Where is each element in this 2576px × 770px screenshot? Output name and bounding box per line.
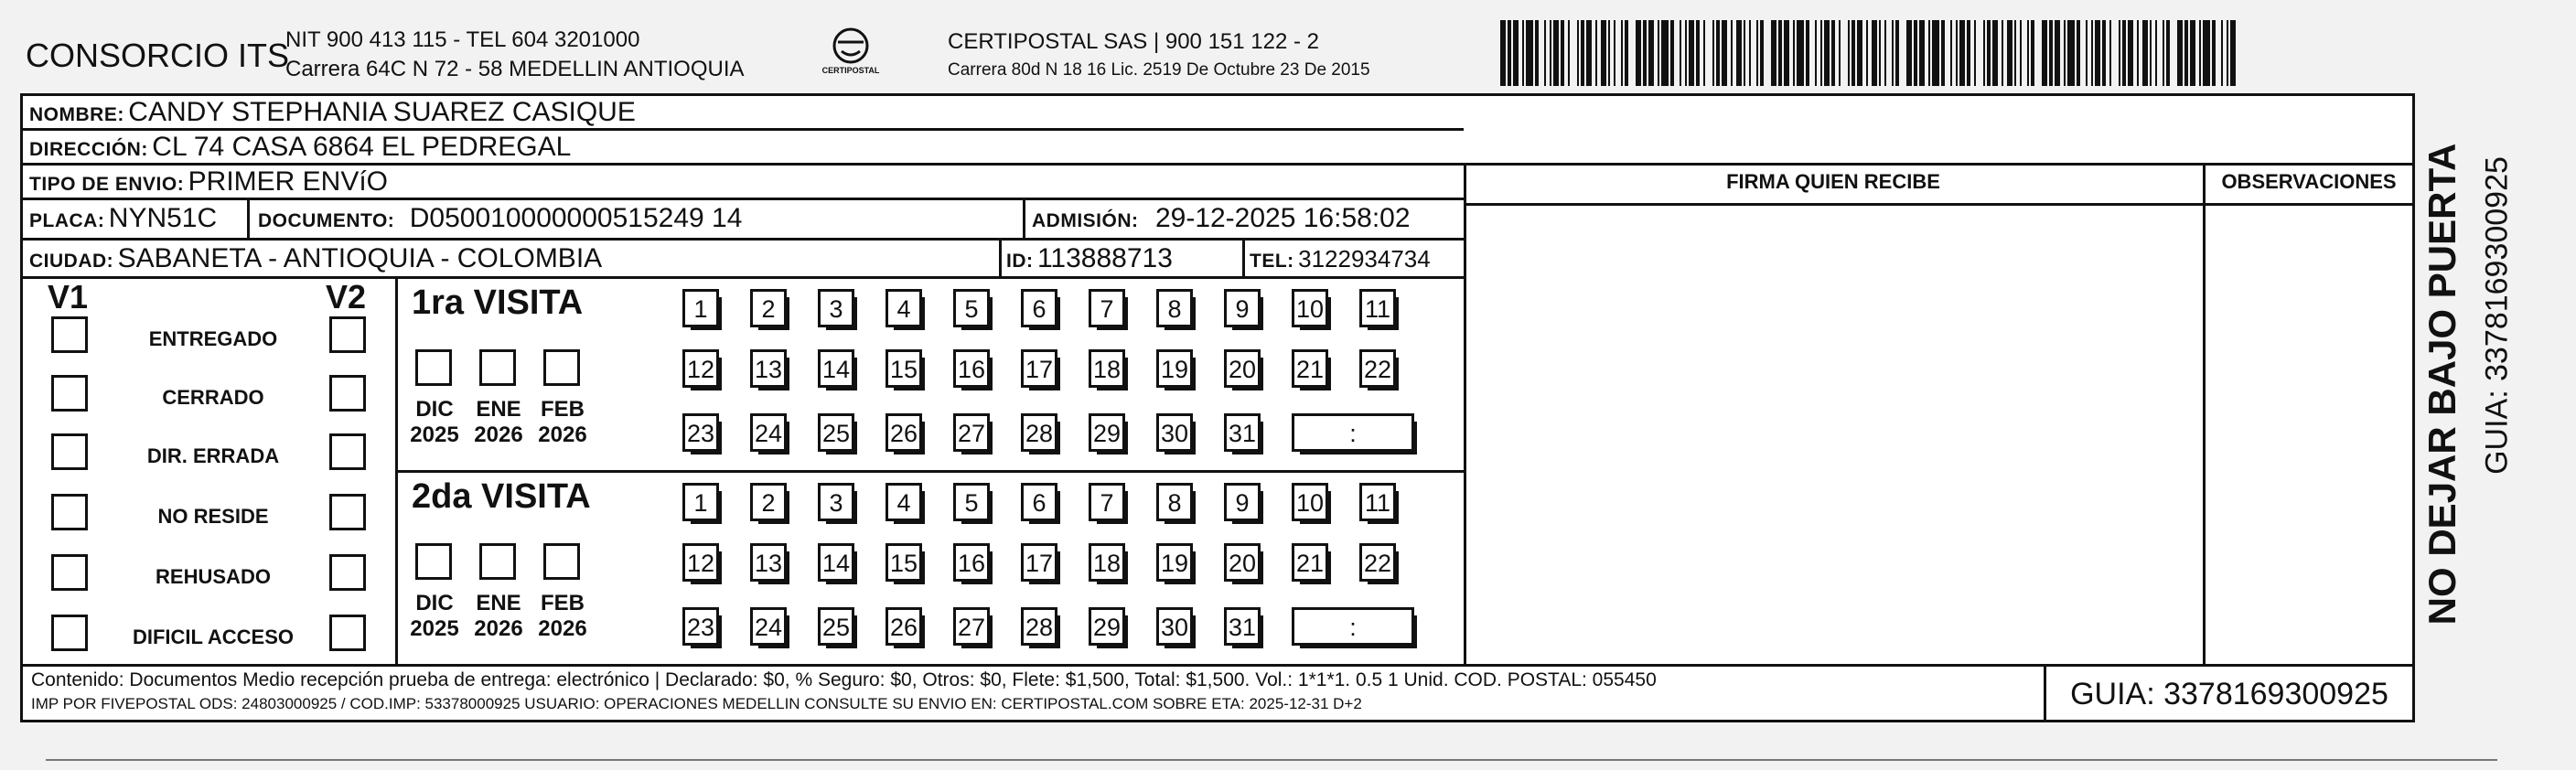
barcode-bar xyxy=(1636,20,1641,86)
day-box[interactable]: 8 xyxy=(1156,289,1193,327)
barcode-bar xyxy=(1508,20,1511,86)
barcode-bar xyxy=(1919,20,1925,86)
day-box[interactable]: 29 xyxy=(1089,607,1125,646)
day-box[interactable]: 15 xyxy=(886,349,922,388)
barcode-bar xyxy=(1568,20,1570,86)
v2-label: V2 xyxy=(326,278,367,315)
month-checkbox[interactable] xyxy=(479,349,516,386)
day-box[interactable]: 9 xyxy=(1224,483,1261,521)
barcode xyxy=(1500,20,2232,86)
barcode-bar xyxy=(2086,20,2088,86)
month-label: FEB xyxy=(541,397,585,422)
day-box[interactable]: 11 xyxy=(1359,289,1396,327)
barcode-bar xyxy=(1625,20,1628,86)
day-box[interactable]: 4 xyxy=(886,483,922,521)
day-box[interactable]: 24 xyxy=(750,413,787,452)
day-box[interactable]: 3 xyxy=(818,289,854,327)
barcode-bar xyxy=(1601,20,1606,86)
barcode-bar xyxy=(1696,20,1700,86)
barcode-bar xyxy=(1689,20,1694,86)
barcode-bar xyxy=(1500,20,1506,86)
barcode-bar xyxy=(1956,20,1958,86)
month-checkbox[interactable] xyxy=(543,349,580,386)
day-box[interactable]: 22 xyxy=(1359,349,1396,388)
month-label: DIC xyxy=(415,591,454,615)
barcode-bar xyxy=(1614,20,1615,86)
barcode-bar xyxy=(1553,20,1559,86)
direccion-label: DIRECCIÓN: xyxy=(29,139,148,160)
year-label: 2026 xyxy=(538,616,587,641)
day-box[interactable]: 20 xyxy=(1224,349,1261,388)
barcode-bar xyxy=(2109,20,2111,86)
day-box[interactable]: 15 xyxy=(886,543,922,582)
v1-checkbox[interactable] xyxy=(51,554,88,591)
day-box[interactable]: 30 xyxy=(1156,607,1193,646)
day-box[interactable]: 27 xyxy=(953,413,990,452)
barcode-bar xyxy=(1608,20,1610,86)
observaciones-header: OBSERVACIONES xyxy=(2221,170,2397,193)
ciudad-value: SABANETA - ANTIOQUIA - COLOMBIA xyxy=(117,243,603,273)
visit-title: 1ra VISITA xyxy=(412,283,584,322)
barcode-bar xyxy=(1736,20,1742,86)
day-box[interactable]: 13 xyxy=(750,543,787,582)
barcode-bar xyxy=(1703,20,1705,86)
barcode-bar xyxy=(1852,20,1855,86)
day-box[interactable]: 28 xyxy=(1021,607,1057,646)
barcode-bar xyxy=(2199,20,2201,86)
barcode-bar xyxy=(1831,20,1835,86)
day-box[interactable]: 5 xyxy=(953,289,990,327)
barcode-bar xyxy=(1983,20,1985,86)
barcode-bar xyxy=(1661,20,1669,86)
documento-label: DOCUMENTO: xyxy=(258,210,395,231)
barcode-bar xyxy=(1793,20,1795,86)
time-box[interactable]: : xyxy=(1292,607,1414,646)
company-nit-tel: NIT 900 413 115 - TEL 604 3201000 xyxy=(285,27,640,52)
day-box[interactable]: 8 xyxy=(1156,483,1193,521)
barcode-bar xyxy=(2142,20,2148,86)
month-label: FEB xyxy=(541,591,585,615)
day-box[interactable]: 26 xyxy=(886,607,922,646)
barcode-bar xyxy=(1778,20,1782,86)
day-box[interactable]: 20 xyxy=(1224,543,1261,582)
barcode-bar xyxy=(1784,20,1789,86)
barcode-bar xyxy=(2190,20,2195,86)
day-box[interactable]: 29 xyxy=(1089,413,1125,452)
barcode-bar xyxy=(1866,20,1868,86)
barcode-bar xyxy=(2212,20,2216,86)
day-box[interactable]: 25 xyxy=(818,413,854,452)
day-box[interactable]: 19 xyxy=(1156,349,1193,388)
day-box[interactable]: 21 xyxy=(1292,543,1328,582)
barcode-bar xyxy=(1959,20,1965,86)
day-box[interactable]: 27 xyxy=(953,607,990,646)
day-box[interactable]: 23 xyxy=(682,413,719,452)
barcode-bar xyxy=(2020,20,2022,86)
barcode-bar xyxy=(1526,20,1533,86)
barcode-bar xyxy=(1892,20,1894,86)
barcode-bar xyxy=(2122,20,2126,86)
day-box[interactable]: 30 xyxy=(1156,413,1193,452)
v2-checkbox[interactable] xyxy=(329,615,366,651)
barcode-bar xyxy=(1581,20,1584,86)
v2-checkbox[interactable] xyxy=(329,316,366,353)
year-label: 2026 xyxy=(474,616,523,641)
barcode-bar xyxy=(2007,20,2012,86)
v2-checkbox[interactable] xyxy=(329,554,366,591)
barcode-bar xyxy=(2064,20,2066,86)
barcode-bar xyxy=(1535,20,1539,86)
nombre-value: CANDY STEPHANIA SUAREZ CASIQUE xyxy=(128,97,636,127)
barcode-bar xyxy=(2227,20,2228,86)
barcode-bar xyxy=(1820,20,1822,86)
status-label: REHUSADO xyxy=(156,565,271,588)
barcode-bar xyxy=(1586,20,1592,86)
v2-checkbox[interactable] xyxy=(329,375,366,412)
day-box[interactable]: 26 xyxy=(886,413,922,452)
barcode-bar xyxy=(2155,20,2157,86)
day-box[interactable]: 17 xyxy=(1021,543,1057,582)
day-box[interactable]: 16 xyxy=(953,349,990,388)
day-box[interactable]: 4 xyxy=(886,289,922,327)
month-label: DIC xyxy=(415,397,454,422)
tipo-envio-label: TIPO DE ENVIO: xyxy=(29,174,185,195)
barcode-bar xyxy=(1987,20,1991,86)
barcode-bar xyxy=(2128,20,2133,86)
barcode-bar xyxy=(2014,20,2016,86)
barcode-bar xyxy=(1839,20,1841,86)
barcode-bar xyxy=(1941,20,1945,86)
barcode-bar xyxy=(1685,20,1687,86)
barcode-bar xyxy=(1731,20,1733,86)
barcode-bar xyxy=(1967,20,1970,86)
bottom-cut-line xyxy=(46,759,2497,761)
month-checkbox[interactable] xyxy=(479,543,516,580)
barcode-bar xyxy=(2102,20,2106,86)
month-label: ENE xyxy=(476,591,521,615)
day-box[interactable]: 21 xyxy=(1292,349,1328,388)
barcode-bar xyxy=(1884,20,1886,86)
barcode-bar xyxy=(1992,20,1998,86)
nombre-label: NOMBRE: xyxy=(29,104,124,125)
day-box[interactable]: 25 xyxy=(818,607,854,646)
id-value: 113888713 xyxy=(1036,243,1173,273)
id-label: ID: xyxy=(1006,251,1034,272)
placa-label: PLACA: xyxy=(29,210,105,231)
day-box[interactable]: 14 xyxy=(818,349,854,388)
barcode-bar xyxy=(1749,20,1751,86)
barcode-bar xyxy=(1513,20,1519,86)
barcode-bar xyxy=(1522,20,1524,86)
footer-guia: GUIA: 3378169300925 xyxy=(2070,677,2388,711)
v1-checkbox[interactable] xyxy=(51,433,88,470)
barcode-bar xyxy=(1744,20,1745,86)
barcode-bar xyxy=(2091,20,2093,86)
barcode-bar xyxy=(1879,20,1881,86)
ciudad-label: CIUDAD: xyxy=(29,251,114,272)
barcode-bar xyxy=(2203,20,2210,86)
status-label: CERRADO xyxy=(162,386,264,409)
day-box[interactable]: 16 xyxy=(953,543,990,582)
day-box[interactable]: 2 xyxy=(750,289,787,327)
year-label: 2025 xyxy=(410,422,459,447)
barcode-bar xyxy=(1848,20,1850,86)
barcode-bar xyxy=(1974,20,1976,86)
no-dejar-bajo-puerta: NO DEJAR BAJO PUERTA xyxy=(2420,143,2463,626)
footer-content-line: Contenido: Documentos Medio recepción prueba de entrega: electrónico | Declarado: $0, % Seguro: $0, Otros: $0, Flete: $1,500, Total: $1,500. Vol.: 1*1*1. 0.5 1 Unid. COD. POSTAL: 055450 xyxy=(31,669,1657,690)
day-box[interactable]: 10 xyxy=(1292,483,1328,521)
admision-value: 29-12-2025 16:58:02 xyxy=(1154,203,1411,233)
barcode-bar xyxy=(2049,20,2053,86)
day-box[interactable]: 12 xyxy=(682,349,719,388)
barcode-bar xyxy=(1895,20,1899,86)
certipostal-info-line2: Carrera 80d N 18 16 Lic. 2519 De Octubre 23 De 2015 xyxy=(948,60,1370,80)
documento-value: D050010000000515249 14 xyxy=(409,203,743,233)
barcode-bar xyxy=(1577,20,1579,86)
barcode-bar xyxy=(2002,20,2003,86)
barcode-bar xyxy=(1872,20,1877,86)
barcode-bar xyxy=(2230,20,2236,86)
barcode-bar xyxy=(2067,20,2075,86)
barcode-bar xyxy=(1658,20,1659,86)
day-box[interactable]: 24 xyxy=(750,607,787,646)
year-label: 2026 xyxy=(538,422,587,447)
day-box[interactable]: 2 xyxy=(750,483,787,521)
v1-checkbox[interactable] xyxy=(51,615,88,651)
status-label: ENTREGADO xyxy=(148,327,278,350)
day-box[interactable]: 1 xyxy=(682,289,719,327)
barcode-bar xyxy=(2163,20,2164,86)
v2-checkbox[interactable] xyxy=(329,433,366,470)
barcode-bar xyxy=(1857,20,1862,86)
month-checkbox[interactable] xyxy=(543,543,580,580)
barcode-bar xyxy=(1815,20,1817,86)
company-address: Carrera 64C N 72 - 58 MEDELLIN ANTIOQUIA xyxy=(285,57,745,81)
day-box[interactable]: 3 xyxy=(818,483,854,521)
barcode-bar xyxy=(1643,20,1647,86)
day-box[interactable]: 9 xyxy=(1224,289,1261,327)
status-label: NO RESIDE xyxy=(157,505,269,528)
barcode-bar xyxy=(2042,20,2047,86)
barcode-bar xyxy=(1648,20,1654,86)
day-box[interactable]: 7 xyxy=(1089,289,1125,327)
barcode-bar xyxy=(2177,20,2183,86)
day-box[interactable]: 12 xyxy=(682,543,719,582)
v1-label: V1 xyxy=(48,278,89,315)
day-box[interactable]: 31 xyxy=(1224,607,1261,646)
barcode-bar xyxy=(1712,20,1714,86)
day-box[interactable]: 22 xyxy=(1359,543,1396,582)
tipo-envio-value: PRIMER ENVíO xyxy=(188,166,389,197)
barcode-bar xyxy=(2150,20,2152,86)
barcode-bar xyxy=(1806,20,1809,86)
day-box[interactable]: 6 xyxy=(1021,289,1057,327)
logo-caption: CERTIPOSTAL xyxy=(821,66,880,75)
day-box[interactable]: 18 xyxy=(1089,543,1125,582)
status-label: DIFICIL ACCESO xyxy=(132,626,294,648)
day-box[interactable]: 11 xyxy=(1359,483,1396,521)
v1-checkbox[interactable] xyxy=(51,375,88,412)
v1-checkbox[interactable] xyxy=(51,494,88,530)
barcode-bar xyxy=(1621,20,1623,86)
barcode-bar xyxy=(2027,20,2029,86)
barcode-bar xyxy=(1595,20,1597,86)
day-box[interactable]: 7 xyxy=(1089,483,1125,521)
barcode-bar xyxy=(1797,20,1804,86)
side-guia: GUIA: 3378169300925 xyxy=(2479,156,2515,475)
day-box[interactable]: 5 xyxy=(953,483,990,521)
day-box[interactable]: 17 xyxy=(1021,349,1057,388)
barcode-bar xyxy=(2221,20,2223,86)
barcode-bar xyxy=(2055,20,2060,86)
barcode-bar xyxy=(1756,20,1758,86)
barcode-bar xyxy=(1716,20,1720,86)
barcode-bar xyxy=(1760,20,1764,86)
barcode-bar xyxy=(1906,20,1912,86)
barcode-bar xyxy=(1722,20,1727,86)
day-box[interactable]: 14 xyxy=(818,543,854,582)
placa-value: NYN51C xyxy=(108,203,218,233)
day-box[interactable]: 10 xyxy=(1292,289,1328,327)
barcode-bar xyxy=(2119,20,2120,86)
certipostal-info-line1: CERTIPOSTAL SAS | 900 151 122 - 2 xyxy=(948,29,1319,54)
barcode-bar xyxy=(2095,20,2100,86)
day-box[interactable]: 28 xyxy=(1021,413,1057,452)
barcode-bar xyxy=(2137,20,2139,86)
month-checkbox[interactable] xyxy=(415,543,452,580)
barcode-bar xyxy=(1670,20,1674,86)
v2-checkbox[interactable] xyxy=(329,494,366,530)
day-box[interactable]: 13 xyxy=(750,349,787,388)
barcode-bar xyxy=(2077,20,2080,86)
certipostal-logo xyxy=(814,26,887,80)
day-box[interactable]: 23 xyxy=(682,607,719,646)
barcode-bar xyxy=(1914,20,1917,86)
month-label: ENE xyxy=(476,397,521,422)
time-box[interactable]: : xyxy=(1292,413,1414,452)
barcode-bar xyxy=(1932,20,1939,86)
barcode-bar xyxy=(1680,20,1681,86)
month-checkbox[interactable] xyxy=(415,349,452,386)
v1-checkbox[interactable] xyxy=(51,316,88,353)
barcode-bar xyxy=(2184,20,2188,86)
barcode-bar xyxy=(1544,20,1546,86)
barcode-bar xyxy=(1550,20,1551,86)
footer-print-line: IMP POR FIVEPOSTAL ODS: 24803000925 / COD.IMP: 53378000925 USUARIO: OPERACIONES MEDELLIN CONSULTE SU ENVIO EN: CERTIPOSTAL.COM SOBRE ETA: 2025-12-31 D+2 xyxy=(31,695,1362,712)
barcode-bar xyxy=(1561,20,1564,86)
year-label: 2025 xyxy=(410,616,459,641)
admision-label: ADMISIÓN: xyxy=(1032,210,1139,231)
barcode-bar xyxy=(1824,20,1830,86)
barcode-bar xyxy=(1950,20,1952,86)
day-box[interactable]: 6 xyxy=(1021,483,1057,521)
company-name: CONSORCIO ITS xyxy=(26,37,290,74)
visit-title: 2da VISITA xyxy=(412,477,591,516)
barcode-bar xyxy=(1771,20,1776,86)
barcode-bar xyxy=(2031,20,2034,86)
status-label: DIR. ERRADA xyxy=(146,444,280,467)
day-box[interactable]: 19 xyxy=(1156,543,1193,582)
direccion-value: CL 74 CASA 6864 EL PEDREGAL xyxy=(152,132,572,162)
day-box[interactable]: 1 xyxy=(682,483,719,521)
year-label: 2026 xyxy=(474,422,523,447)
day-box[interactable]: 18 xyxy=(1089,349,1125,388)
firma-header: FIRMA QUIEN RECIBE xyxy=(1726,170,1940,193)
tel-value: 3122934734 xyxy=(1298,245,1431,273)
barcode-bar xyxy=(2166,20,2170,86)
barcode-bar xyxy=(1928,20,1930,86)
day-box[interactable]: 31 xyxy=(1224,413,1261,452)
tel-label: TEL: xyxy=(1250,251,1294,272)
